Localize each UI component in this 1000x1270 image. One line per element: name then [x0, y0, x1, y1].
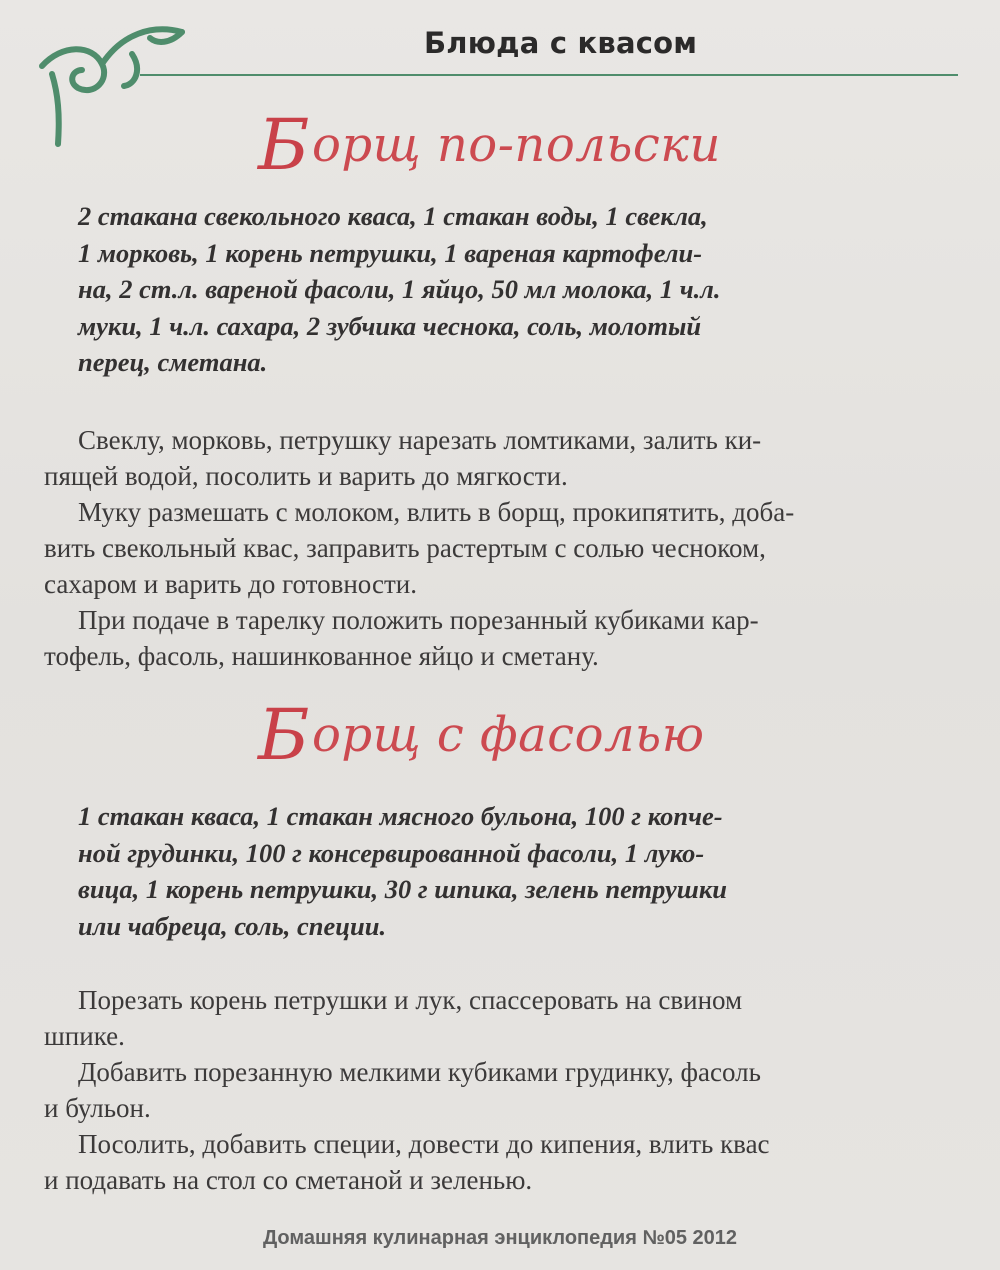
method-text-2 — [44, 982, 960, 1198]
ingredients-line: перец, сметана. — [78, 347, 268, 377]
title-rest: орщ с фасолью — [311, 707, 705, 763]
method-line: Свеклу, морковь, петрушку нарезать ломтиками, залить ки- — [78, 425, 762, 455]
method-line: Посолить, добавить специи, довести до кипения, влить квас — [78, 1129, 770, 1159]
ingredients-line: муки, 1 ч.л. сахара, 2 зубчика чеснока, соль, молотый — [78, 310, 702, 341]
method-line: вить свекольный квас, заправить растертым с солью чесноком, — [44, 533, 766, 563]
flourish-ornament-icon — [32, 14, 192, 154]
method-line: пящей водой, посолить и варить до мягкости. — [44, 461, 568, 491]
title-initial: Б — [258, 694, 310, 776]
recipe-title-polish-borscht — [258, 104, 721, 186]
method-line: Порезать корень петрушки и лук, спассеровать на свином — [78, 985, 743, 1015]
header-rule — [140, 74, 958, 76]
method-line: и бульон. — [44, 1093, 151, 1123]
ingredients-list-1 — [78, 198, 938, 381]
ingredients-line: 1 морковь, 1 корень петрушки, 1 вареная картофели- — [78, 237, 703, 268]
method-line: сахаром и варить до готовности. — [44, 569, 417, 599]
ingredients-line: вица, 1 корень петрушки, 30 г шпика, зелень петрушки — [78, 874, 728, 904]
source-caption: Домашняя кулинарная энциклопедия №05 2012 — [262, 1227, 738, 1249]
method-line: При подаче в тарелку положить порезанный кубиками кар- — [78, 605, 759, 635]
title-rest: орщ по-польски — [311, 117, 721, 173]
method-text-1 — [44, 422, 960, 674]
section-title: Блюда с квасом — [424, 26, 698, 60]
method-line: шпике. — [44, 1021, 125, 1051]
method-line: и подавать на стол со сметаной и зеленью. — [44, 1165, 533, 1195]
ingredients-line: 2 стакана свекольного кваса, 1 стакан воды, 1 свекла, — [78, 201, 708, 231]
ingredients-line: ной грудинки, 100 г консервированной фасоли, 1 луко- — [78, 837, 705, 868]
ingredients-line: на, 2 ст.л. вареной фасоли, 1 яйцо, 50 мл молока, 1 ч.л. — [78, 274, 721, 304]
method-line: Муку размешать с молоком, влить в борщ, прокипятить, доба- — [78, 497, 795, 527]
recipe-title-borscht-with-beans — [258, 694, 704, 776]
ingredients-line: или чабреца, соль, специи. — [78, 910, 387, 941]
title-initial: Б — [258, 104, 310, 186]
method-line: Добавить порезанную мелкими кубиками грудинку, фасоль — [78, 1057, 761, 1087]
method-line: тофель, фасоль, нашинкованное яйцо и сметану. — [44, 641, 599, 671]
ingredients-line: 1 стакан кваса, 1 стакан мясного бульона, 100 г копче- — [78, 801, 723, 831]
ingredients-list-2 — [78, 798, 938, 944]
